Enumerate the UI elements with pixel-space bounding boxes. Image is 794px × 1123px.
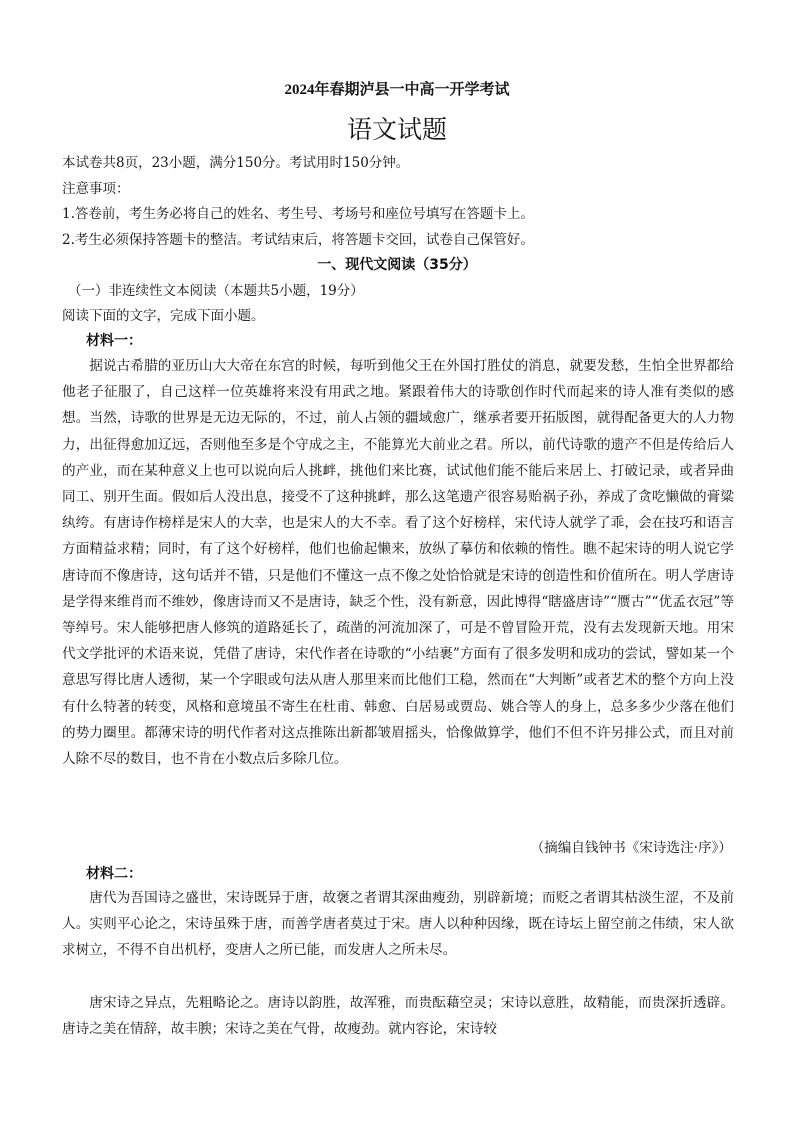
exam-summary: 本试卷共8页，23小题，满分150分。考试用时150分钟。 bbox=[62, 155, 410, 171]
section-heading: 一、现代文阅读（35分） bbox=[317, 257, 477, 273]
reading-directive: 阅读下面的文字，完成下面小题。 bbox=[62, 308, 265, 324]
note-2: 2.考生必须保持答题卡的整洁。考试结束后，将答题卡交回，试卷自己保管好。 bbox=[62, 232, 534, 248]
exam-title: 2024年春期泸县一中高一开学考试 bbox=[284, 82, 510, 98]
subject-title: 语文试题 bbox=[346, 115, 447, 144]
material-two-paragraph-2: 唐宋诗之异点，先粗略论之。唐诗以韵胜，故浑雅，而贵酝藉空灵；宋诗以意胜，故精能，而贵深折透辟。唐诗之美在情辞，故丰腴；宋诗之美在气骨，故瘦劲。就内容论，宋诗较 bbox=[62, 995, 734, 1038]
notes-label: 注意事项： bbox=[62, 181, 130, 197]
note-1: 1.答卷前，考生务必将自己的姓名、考生号、考场号和座位号填写在答题卡上。 bbox=[62, 206, 534, 222]
material-two-label: 材料二： bbox=[86, 866, 142, 882]
material-one-source: （摘编自钱钟书《宋诗选注·序》） bbox=[530, 840, 732, 856]
material-two-paragraph-1: 唐代为吾国诗之盛世，宋诗既异于唐，故褒之者谓其深曲瘦劲，别辟新境；而贬之者谓其枯淡生涩，不及前人。实则平心论之，宋诗虽殊于唐，而善学唐者莫过于宋。唐人以种种因缘，既在诗坛上留空前之伟绩，宋人欲求树立，不得不自出机杼，变唐人之所已能，而发唐人之所未尽。 bbox=[62, 890, 734, 959]
material-one-paragraph: 据说古希腊的亚历山大大帝在东宫的时候，每听到他父王在外国打胜仗的消息，就要发愁，生怕全世界都给他老子征服了，自己这样一位英雄将来没有用武之地。紧跟着伟大的诗歌创作时代而起来的诗人准有类似的感想。当然，诗歌的世界是无边无际的，不过，前人占领的疆域愈广，继承者要开拓版图，就得配备更大的人力物力，出征得愈加辽远，否则他至多是个守成之主，不能算光大前业之君。所以，前代诗歌的遗产不但是传给后人的产业，而在某种意义上也可以说向后人挑衅，挑他们来比赛，试试他们能不能后来居上、打破记录，或者异曲同工、别开生面。假如后人没出息，接受不了这种挑衅，那么这笔遗产很容易贻祸子孙，养成了贪吃懒做的膏粱纨绔。有唐诗作榜样是宋人的大幸，也是宋人的大不幸。看了这个好榜样，宋代诗人就学了乖，会在技巧和语言方面精益求精；同时，有了这个好榜样，他们也偷起懒来，放纵了摹仿和依赖的惰性。瞧不起宋诗的明人说它学唐诗而不像唐诗，这句话并不错，只是他们不懂这一点不像之处恰恰就是宋诗的创造性和价值所在。明人学唐诗是学得来维肖而不维妙，像唐诗而又不是唐诗，缺乏个性，没有新意，因此博得“瞎盛唐诗”“赝古”“优孟衣冠”等等绰号。宋人能够把唐人修筑的道路延长了，疏凿的河流加深了，可是不曾冒险开荒，没有去发现新天地。用宋代文学批评的术语来说，凭借了唐诗，宋代作者在诗歌的“小结裹”方面有了很多发明和成功的尝试，譬如某一个意思写得比唐人透彻，某一个字眼或句法从唐人那里来而比他们工稳，然而在“大判断”或者艺术的整个方向上没有什么特著的转变，风格和意境虽不寄生在杜甫、韩愈、白居易或贾岛、姚合等人的身上，总多多少少落在他们的势力圈里。都薄宋诗的明代作者对这点推陈出新都皱眉摇头，恰像做算学，他们不但不许另排公式，而且对前人除不尽的数目，也不肯在小数点后多除几位。 bbox=[62, 358, 734, 768]
part-one-label: （一）非连续性文本阅读（本题共5小题，19分） bbox=[68, 283, 364, 299]
material-one-label: 材料一： bbox=[86, 333, 142, 349]
